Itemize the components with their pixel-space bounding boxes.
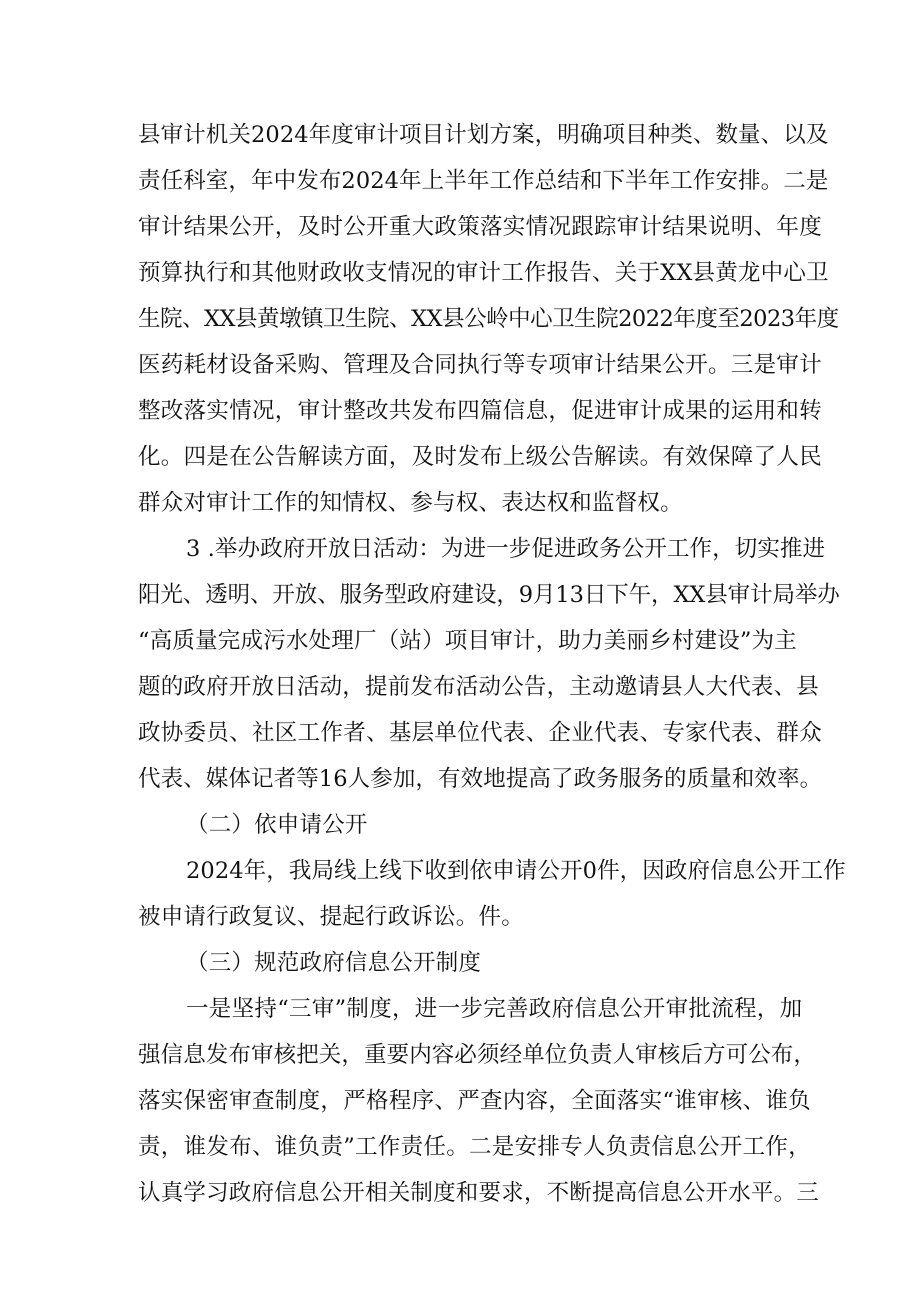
body-text-line: 医药耗材设备采购、管理及合同执行等专项审计结果公开。三是审计	[138, 352, 823, 378]
body-text-line: 认真学习政府信息公开相关制度和要求，不断提高信息公开水平。三	[138, 1180, 820, 1206]
body-text-line: 整改落实情况，审计整改共发布四篇信息，促进审计成果的运用和转	[138, 398, 823, 424]
body-text-line: 落实保密审查制度，严格程序、严查内容，全面落实“谁审核、谁负	[138, 1088, 812, 1114]
body-text-line: 责，谁发布、谁负责”工作责任。二是安排专人负责信息公开工作，	[138, 1134, 812, 1160]
body-text-line: 审计结果公开，及时公开重大政策落实情况跟踪审计结果说明、年度	[138, 214, 823, 240]
section-heading: （三）规范政府信息公开制度	[186, 950, 482, 976]
body-text-line: “高质量完成污水处理厂（站）项目审计，助力美丽乡村建设”为主	[138, 628, 798, 654]
body-text-line: 责任科室，年中发布2024年上半年工作总结和下半年工作安排。二是	[138, 168, 829, 194]
body-text-line: 政协委员、社区工作者、基层单位代表、企业代表、专家代表、群众	[138, 720, 823, 746]
numbered-item-heading: 3 .举办政府开放日活动：为进一步促进政务公开工作，切实推进	[186, 536, 826, 562]
body-text-line: 被申请行政复议、提起行政诉讼。件。	[138, 904, 524, 930]
section-heading: （二）依申请公开	[186, 812, 368, 838]
body-text-line: 代表、媒体记者等16人参加，有效地提高了政务服务的质量和效率。	[138, 766, 823, 792]
body-text-line: 预算执行和其他财政收支情况的审计工作报告、关于XX县黄龙中心卫	[138, 260, 829, 286]
body-text-line: 县审计机关2024年度审计项目计划方案，明确项目种类、数量、以及	[138, 122, 829, 148]
body-text-line: 强信息发布审核把关，重要内容必须经单位负责人审核后方可公布，	[138, 1042, 817, 1068]
body-text-line: 2024年，我局线上线下收到依申请公开0件，因政府信息公开工作	[186, 858, 846, 884]
body-text-line: 化。四是在公告解读方面，及时发布上级公告解读。有效保障了人民	[138, 444, 823, 470]
body-text-line: 群众对审计工作的知情权、参与权、表达权和监督权。	[138, 490, 683, 516]
body-text-line: 阳光、透明、开放、服务型政府建设，9月13日下午，XX县审计局举办	[138, 582, 840, 608]
body-text-line: 题的政府开放日活动，提前发布活动公告，主动邀请县人大代表、县	[138, 674, 820, 700]
body-text-line: 生院、XX县黄墩镇卫生院、XX县公岭中心卫生院2022年度至2023年度	[138, 306, 839, 332]
body-text-line: 一是坚持“三审”制度，进一步完善政府信息公开审批流程，加	[186, 996, 803, 1022]
